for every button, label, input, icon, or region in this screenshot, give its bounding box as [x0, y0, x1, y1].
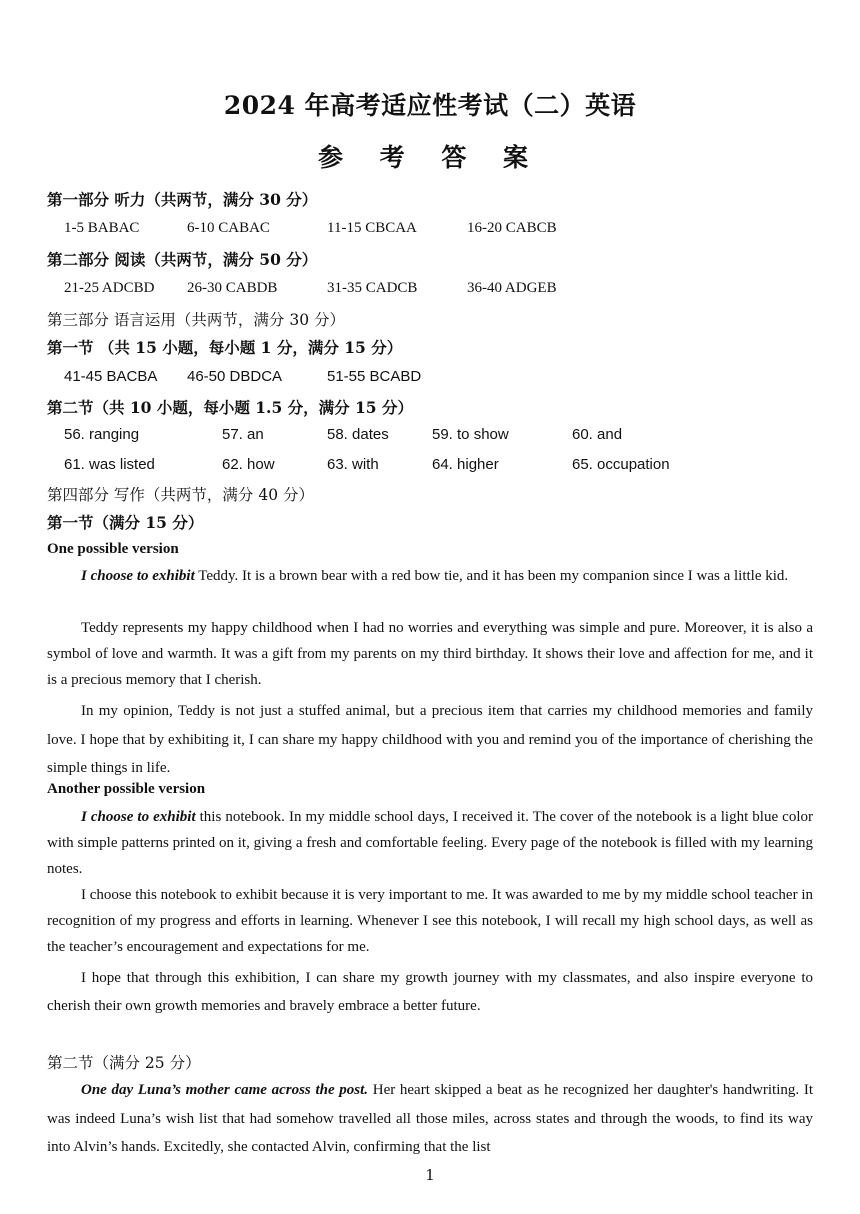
part3-answer: 46-50 DBDCA	[187, 368, 283, 385]
essay-paragraph: I hope that through this exhibition, I can share my growth journey with my classmates, and also inspire everyone to cherish their own growth memories and bravely embrace a better future.	[47, 970, 813, 1014]
grammar-answer: 60. and	[572, 426, 623, 443]
part1-answer: 11-15 CBCAA	[327, 220, 417, 236]
grammar-answer: 64. higher	[432, 456, 499, 473]
essay-paragraph	[47, 804, 813, 882]
part4-heading: 第四部分 写作（共两节，满分 40 分）	[47, 486, 315, 504]
part1-answer: 6-10 CABAC	[187, 220, 270, 236]
part1-answer: 1-5 BABAC	[64, 220, 140, 236]
grammar-answer: 57. an	[222, 426, 264, 443]
part2-answer: 26-30 CABDB	[187, 280, 278, 296]
grammar-answer: 62. how	[222, 456, 275, 473]
essay-lead: I choose to exhibit	[81, 809, 196, 825]
part1-heading: 第一部分 听力（共两节，满分 30 分）	[47, 190, 318, 209]
grammar-answer: 61. was listed	[64, 456, 155, 473]
part4-section1-heading: 第一节（满分 15 分）	[47, 513, 204, 532]
part2-answer: 36-40 ADGEB	[467, 280, 557, 296]
essay-text: Teddy. It is a brown bear with a red bow tie, and it has been my companion since I was a little kid.	[194, 568, 789, 584]
essay-lead: One day Luna’s mother came across the post.	[81, 1082, 369, 1098]
version-label: One possible version	[47, 541, 179, 557]
grammar-answer: 56. ranging	[64, 426, 140, 443]
essay-text: this notebook. In my middle school days, I received it. The cover of the notebook is a light blue color with simple patterns printed on it, giving a fresh and comfortable feeling. Every page of the notebook is filled with my learning notes.	[47, 809, 813, 877]
version-label: Another possible version	[47, 781, 206, 797]
part2-answer: 31-35 CADCB	[327, 280, 418, 296]
essay-text: Her heart skipped a beat as he recognized her daughter's handwriting. It was indeed Luna’s wish list that had somehow travelled all those miles, across states and through the woods, to find its way into Alvin’s hands. Excitedly, she contacted Alvin, confirming that the list	[47, 1082, 813, 1155]
part3-answer: 41-45 BACBA	[64, 368, 158, 385]
part3-section1-heading: 第一节 （共 15 小题，每小题 1 分，满分 15 分）	[47, 338, 403, 357]
part3-answer: 51-55 BCABD	[327, 368, 422, 385]
part1-answer: 16-20 CABCB	[467, 220, 557, 236]
part3-heading: 第三部分 语言运用（共两节，满分 30 分）	[47, 311, 346, 329]
part3-section2-heading: 第二节（共 10 小题，每小题 1.5 分，满分 15 分）	[47, 398, 413, 417]
essay-paragraph: I choose this notebook to exhibit because it is very important to me. It was awarded to me by my middle school teacher in recognition of my progress and efforts in learning. Whenever I see this notebook, I will recall my high school days, as well as the teacher’s encouragement and expectations for me.	[47, 887, 813, 955]
grammar-answer: 65. occupation	[572, 456, 670, 473]
essay-paragraph	[47, 563, 813, 589]
grammar-answer: 63. with	[327, 456, 379, 473]
part2-heading: 第二部分 阅读（共两节，满分 50 分）	[47, 250, 318, 269]
page-number: 1	[425, 1166, 435, 1184]
part4-section2-heading: 第二节（满分 25 分）	[47, 1054, 201, 1072]
grammar-answer: 59. to show	[432, 426, 509, 443]
grammar-answer: 58. dates	[327, 426, 389, 443]
essay-paragraph: In my opinion, Teddy is not just a stuffed animal, but a precious item that carries my childhood memories and family love. I hope that by exhibiting it, I can share my happy childhood with you and remind you of the importance of cherishing the simple things in life.	[47, 703, 813, 776]
page-title: 2024 年高考适应性考试（二）英语	[223, 91, 637, 120]
page-subtitle: 参 考 答 案	[317, 143, 543, 172]
essay-paragraph	[47, 1076, 813, 1162]
essay-paragraph: Teddy represents my happy childhood when I had no worries and everything was simple and pure. Moreover, it is also a symbol of love and warmth. It was a gift from my parents on my third birthday. It shows their love and affection for me, and it is a precious memory that I cherish.	[47, 620, 813, 688]
part2-answer: 21-25 ADCBD	[64, 280, 155, 296]
essay-lead: I choose to exhibit	[81, 568, 195, 584]
